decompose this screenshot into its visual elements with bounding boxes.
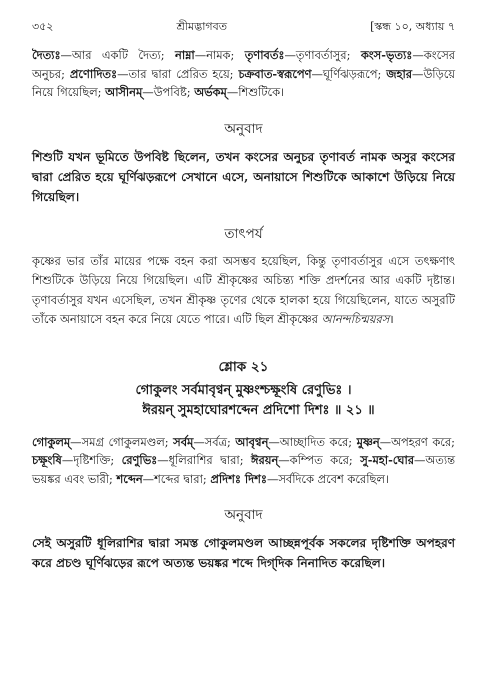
sanskrit-word: অর্ভকম্ xyxy=(194,85,227,99)
purport-text xyxy=(32,252,455,330)
verse-number: শ্লোক ২১ xyxy=(218,358,269,375)
word-meaning: —শিশুটিকে। xyxy=(226,85,285,99)
sanskrit-word: আসীনম্ xyxy=(105,85,143,99)
sanskrit-word: প্রণোদিতঃ xyxy=(69,66,118,81)
running-header xyxy=(32,18,455,34)
word-meaning: —ধূলিরাশির দ্বারা; xyxy=(157,453,252,467)
sanskrit-word: রেণুভিঃ xyxy=(121,453,158,467)
translation-heading: অনুবাদ xyxy=(224,120,263,137)
sanskrit-word: মুষ্ণন্ xyxy=(356,434,380,449)
word-meaning: —শব্দের দ্বারা; xyxy=(142,471,211,486)
word-for-word-verse-21 xyxy=(32,433,455,489)
word-meaning: —আর একটি দৈত্য; xyxy=(60,48,176,62)
word-meaning: —আচ্ছাদিত করে; xyxy=(268,434,357,449)
word-meaning: —অপহরণ করে; xyxy=(379,434,455,449)
word-meaning: —কম্পিত করে; xyxy=(278,453,361,467)
page-number: ৩৫২ xyxy=(32,20,54,33)
purport-body: কৃষ্ণের ভার তাঁর মায়ের পক্ষে বহন করা অসম্ভব হয়েছিল, কিন্তু তৃণাবর্তাসুর এসে তৎক্ষণাৎ শিশুটিকে উড়িয়ে নিয়ে গিয়েছিল। এটি শ্রীকৃষ্ণের অচিন্ত্য শক্তি প্রদর্শনের আর একটি দৃষ্টান্ত। তৃণাবর্তাসুর যখন এসেছিল, তখন শ্রীকৃষ্ণ তৃণের থেকে হালকা হয়ে গিয়েছিলেন, যাতে অসুরটি তাঁকে অনায়াসে বহন করে নিয়ে যেতে পারে। এটি ছিল শ্রীকৃষ্ণের xyxy=(32,253,455,326)
sanskrit-word: ঈরয়ন্ xyxy=(251,453,279,467)
sanskrit-word: প্রদিশঃ দিশঃ xyxy=(210,471,267,486)
sanskrit-word: সর্বম্ xyxy=(173,434,194,449)
word-meaning: —সর্বদিকে প্রবেশ করেছিল। xyxy=(266,471,389,486)
word-for-word-verse-20 xyxy=(32,46,455,102)
word-meaning: —তার দ্বারা প্রেরিত হয়ে; xyxy=(117,66,239,81)
sanskrit-word: শব্দেন xyxy=(116,471,143,486)
sanskrit-word: সু-মহা-ঘোর xyxy=(360,453,415,467)
word-meaning: —সমগ্র গোকুলমণ্ডল; xyxy=(70,434,174,449)
sanskrit-word: কংস-ভৃত্যঃ xyxy=(360,48,413,62)
word-meaning: —তৃণাবর্তাসুর; xyxy=(284,48,361,62)
word-meaning: —উড়িয়ে নিয়ে গিয়েছিল; xyxy=(32,66,455,99)
sanskrit-word: নাম্না xyxy=(175,48,195,62)
purport-heading: তাৎপর্য xyxy=(224,225,263,242)
book-title: শ্রীমদ্ভাগবত xyxy=(176,20,227,33)
verse-line-1: গোকুলং সর্বমাবৃণ্বন্ মুষ্ণংশ্চক্ষূংষি রেণুভিঃ । xyxy=(135,382,352,398)
purport-end: । xyxy=(389,312,394,326)
sanskrit-word: চক্ষূংষি xyxy=(32,453,62,467)
word-meaning: —ঘূর্ণিঝড়রূপে; xyxy=(311,66,387,81)
word-meaning: —কংসের অনুচর; xyxy=(32,48,455,81)
sanskrit-word: আবৃণ্বন্ xyxy=(235,434,269,449)
word-meaning: —সর্বত্র; xyxy=(193,434,236,449)
word-meaning: —অত্যন্ত ভয়ঙ্কর এবং ভারী; xyxy=(32,453,455,486)
word-meaning: —উপবিষ্ট; xyxy=(142,85,195,99)
translation-verse-21: সেই অসুরটি ধূলিরাশির দ্বারা সমস্ত গোকুলমণ্ডল আচ্ছন্নপূর্বক সকলের দৃষ্টিশক্তি অপহরণ করে প্রচণ্ড ঘূর্ণিঝড়ের রূপে অত্যন্ত ভয়ঙ্কর শব্দে দিগ্‌দিক নিনাদিত করেছিল। xyxy=(32,536,455,570)
sanskrit-word: তৃণাবর্তঃ xyxy=(244,48,285,62)
word-meaning: —নামক; xyxy=(194,48,245,62)
word-meaning: —দৃষ্টিশক্তি; xyxy=(61,453,122,467)
translation-verse-20: শিশুটি যখন ভূমিতে উপবিষ্ট ছিলেন, তখন কংসের অনুচর তৃণাবর্ত নামক অসুর কংসের দ্বারা প্রেরিত হয়ে ঘূর্ণিঝড়রূপে সেখানে এসে, অনায়াসে শিশুটিকে আকাশে উড়িয়ে নিয়ে গিয়েছিল। xyxy=(32,149,455,204)
sanskrit-verse xyxy=(32,381,455,421)
sanskrit-word: গোকুলম্ xyxy=(32,434,71,449)
sanskrit-word: চক্রবাত-স্বরূপেণ xyxy=(238,66,312,81)
sanskrit-word: দৈত্যঃ xyxy=(32,48,61,62)
translation-heading-2: অনুবাদ xyxy=(224,507,263,523)
sanskrit-word: জহার xyxy=(386,66,413,81)
chapter-reference: [স্কন্ধ ১০, অধ্যায় ৭ xyxy=(370,20,455,33)
purport-italic-term: আনন্দচিন্ময়রস xyxy=(321,312,390,326)
verse-line-2: ঈরয়ন্ সুমহাঘোরশব্দেন প্রদিশো দিশঃ ॥ ২১ ॥ xyxy=(142,402,375,418)
